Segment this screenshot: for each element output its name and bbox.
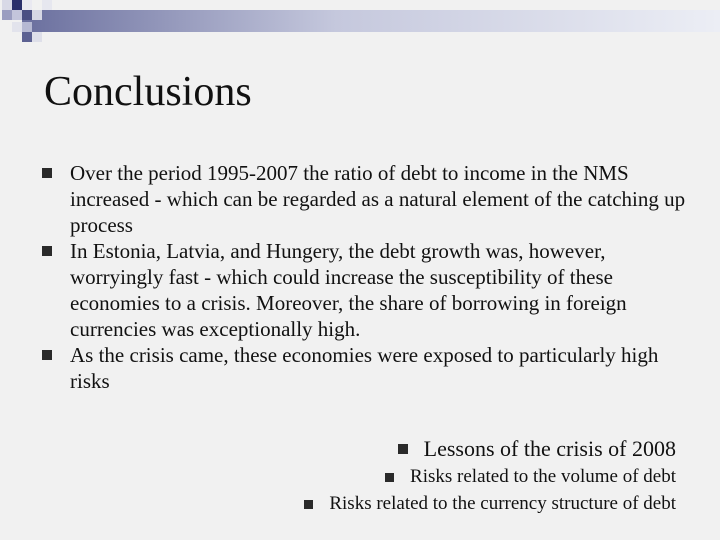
lessons-heading: Lessons of the crisis of 2008 (423, 436, 676, 461)
deco-square-9 (12, 22, 22, 32)
bullet-square-icon (42, 246, 52, 256)
bullet-text: As the crisis came, these economies were exposed to particularly high risks (70, 343, 659, 393)
lessons-item-1 (385, 466, 676, 488)
lessons-item-text: Risks related to the volume of debt (410, 466, 676, 487)
deco-square-10 (22, 22, 32, 32)
deco-square-4 (42, 0, 52, 10)
deco-square-2 (12, 0, 22, 10)
bullet-text: Over the period 1995-2007 the ratio of debt to income in the NMS increased - which can be regarded as a natural element of the catching up process (70, 161, 686, 237)
bullet-item-1 (42, 160, 692, 238)
header-decoration (0, 0, 720, 60)
deco-square-12 (32, 32, 42, 42)
bullet-item-2 (42, 238, 692, 342)
bullet-list (42, 160, 692, 394)
bullet-item-3 (42, 342, 692, 394)
bullet-square-icon (42, 168, 52, 178)
lessons-item-text: Risks related to the currency structure of debt (329, 493, 676, 514)
bullet-square-icon (42, 350, 52, 360)
deco-square-3 (22, 0, 32, 10)
bullet-text: In Estonia, Latvia, and Hungery, the debt growth was, however, worryingly fast - which could increase the susceptibility of these economies to a crisis. Moreover, the share of borrowing in foreign currencies was exceptionally high. (70, 239, 627, 341)
bullet-square-icon (304, 500, 313, 509)
deco-square-7 (22, 10, 32, 20)
deco-square-5 (2, 10, 12, 20)
bullet-square-icon (385, 473, 394, 482)
deco-square-11 (22, 32, 32, 42)
header-gradient-bar (22, 10, 720, 32)
bullet-square-icon (398, 444, 408, 454)
lessons-item-2 (304, 493, 676, 515)
lessons-heading-item (398, 436, 676, 462)
slide-title: Conclusions (44, 69, 252, 115)
deco-square-1 (2, 0, 12, 10)
deco-square-6 (12, 10, 22, 20)
deco-square-8 (32, 10, 42, 20)
